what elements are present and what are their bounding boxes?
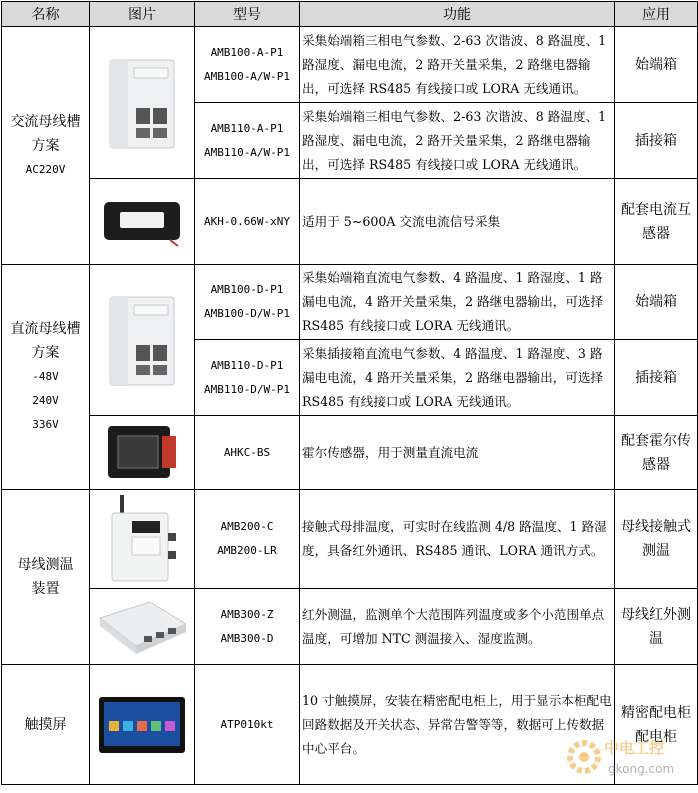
- model-name: AMB200-LR: [217, 544, 277, 557]
- model-name: AMB110-A/W-P1: [203, 145, 291, 159]
- group-name-line: 交流母线槽: [10, 113, 81, 130]
- application-cell: 插接箱: [615, 103, 698, 179]
- model-cell: [195, 665, 300, 785]
- function-cell: 红外测温，监测单个大范围阵列温度或多个小范围单点温度，可增加 NTC 测温接入、湿度监测。: [300, 589, 615, 665]
- model-name: AMB200-C: [220, 520, 274, 533]
- temperature-monitor-device-icon: [90, 490, 195, 589]
- group-name-line: 触摸屏: [24, 716, 67, 733]
- model-name: AKH-0.66W-xNY: [203, 214, 291, 228]
- model-cell: [195, 340, 300, 416]
- model-name: AMB110-D/W-P1: [203, 382, 291, 396]
- application-cell: 始端箱: [615, 265, 698, 340]
- group-name-line: 方案: [31, 345, 60, 361]
- infrared-sensor-icon: [90, 589, 195, 665]
- model-name: AMB100-D/W-P1: [203, 307, 291, 320]
- header-application: 应用: [615, 2, 698, 27]
- table-row: [2, 179, 698, 265]
- function-cell: 采集插接箱直流电气参数、4 路温度、1 路湿度、3 路漏电电流，4 路开关量采集，2 路继电器输出，可选择 RS485 有线接口或 LORA 无线通讯。: [300, 340, 615, 416]
- group-name-line: -48V: [32, 370, 59, 383]
- function-cell: 适用于 5~600A 交流电流信号采集: [300, 179, 615, 265]
- header-function: 功能: [300, 2, 615, 27]
- group-name-line: AC220V: [25, 162, 66, 176]
- group-name-line: 装置: [31, 581, 60, 597]
- model-name: AHKC-BS: [223, 445, 271, 459]
- gkong-watermark-logo: [562, 727, 692, 787]
- current-transformer-icon: [90, 179, 195, 265]
- application-cell: 始端箱: [615, 27, 698, 103]
- function-cell: 采集始端箱直流电气参数、4 路温度、1 路湿度、1 路漏电电流，4 路开关量采集，2 路继电器输出，可选择 RS485 有线接口或 LORA 无线通讯。: [300, 265, 615, 340]
- application-cell: 精密配电柜配电柜: [615, 665, 698, 785]
- header-picture: 图片: [90, 2, 195, 27]
- model-name: AMB100-A-P1: [210, 45, 284, 59]
- function-cell: 采集始端箱三相电气参数、2-63 次谐波、8 路温度、1 路湿度、漏电电流，2 路开关量采集，2 路继电器输出，可选择 RS485 有线接口或 LORA 无线通讯。: [300, 27, 615, 103]
- group-name-temperature: [2, 490, 90, 665]
- function-cell: 接触式母排温度，可实时在线监测 4/8 路温度、1 路湿度，具备红外通讯、RS485 通讯、LORA 通讯方式。: [300, 490, 615, 589]
- group-name-line: 336V: [32, 418, 59, 431]
- group-name-line: 母线测温: [17, 557, 74, 573]
- model-cell: [195, 27, 300, 103]
- group-name-dc: [2, 265, 90, 490]
- table-row: [2, 589, 698, 665]
- application-cell: 插接箱: [615, 340, 698, 416]
- watermark-domain: gkong.com: [608, 762, 675, 776]
- model-cell: [195, 416, 300, 490]
- model-name: ATP010kt: [220, 717, 274, 731]
- table-row: [2, 265, 698, 340]
- table-row: [2, 416, 698, 490]
- model-cell: [195, 265, 300, 340]
- function-cell: 霍尔传感器，用于测量直流电流: [300, 416, 615, 490]
- model-cell: [195, 589, 300, 665]
- model-name: AMB300-Z: [220, 607, 274, 621]
- application-cell: 配套电流互感器: [615, 179, 698, 265]
- model-cell: [195, 179, 300, 265]
- group-name-ac: [2, 27, 90, 265]
- model-name: AMB300-D: [220, 631, 274, 645]
- group-name-line: 直流母线槽: [10, 321, 81, 337]
- group-name-touchscreen: [2, 665, 90, 785]
- busbar-monitor-module-icon: [90, 265, 195, 416]
- application-cell: 母线红外测温: [615, 589, 698, 665]
- application-cell: 母线接触式测温: [615, 490, 698, 589]
- busbar-monitor-module-icon: [90, 27, 195, 179]
- function-cell: 10 寸触摸屏，安装在精密配电柜上，用于显示本柜配电回路数据及开关状态、异常告警等等，数据可上传数据中心平台。: [300, 665, 615, 785]
- model-cell: [195, 490, 300, 589]
- table-row: [2, 27, 698, 103]
- header-model: 型号: [195, 2, 300, 27]
- model-name: AMB110-A-P1: [210, 121, 284, 135]
- model-name: AMB100-A/W-P1: [203, 69, 291, 83]
- group-name-line: 240V: [32, 394, 59, 407]
- application-cell: 配套霍尔传感器: [615, 416, 698, 490]
- model-name: AMB110-D-P1: [210, 358, 284, 372]
- header-name: 名称: [2, 2, 90, 27]
- group-name-line: 方案: [31, 137, 60, 154]
- watermark-brand: 中电工控: [604, 739, 665, 757]
- touch-screen-icon: [90, 665, 195, 785]
- table-row: [2, 490, 698, 589]
- header-row: [2, 2, 698, 27]
- model-cell: [195, 103, 300, 179]
- model-name: AMB100-D-P1: [210, 283, 284, 296]
- hall-sensor-icon: [90, 416, 195, 490]
- function-cell: 采集始端箱三相电气参数、2-63 次谐波、8 路温度、1 路湿度、漏电电流，2 路开关量采集，2 路继电器输出，可选择 RS485 有线接口或 LORA 无线通讯。: [300, 103, 615, 179]
- product-table: [1, 1, 698, 785]
